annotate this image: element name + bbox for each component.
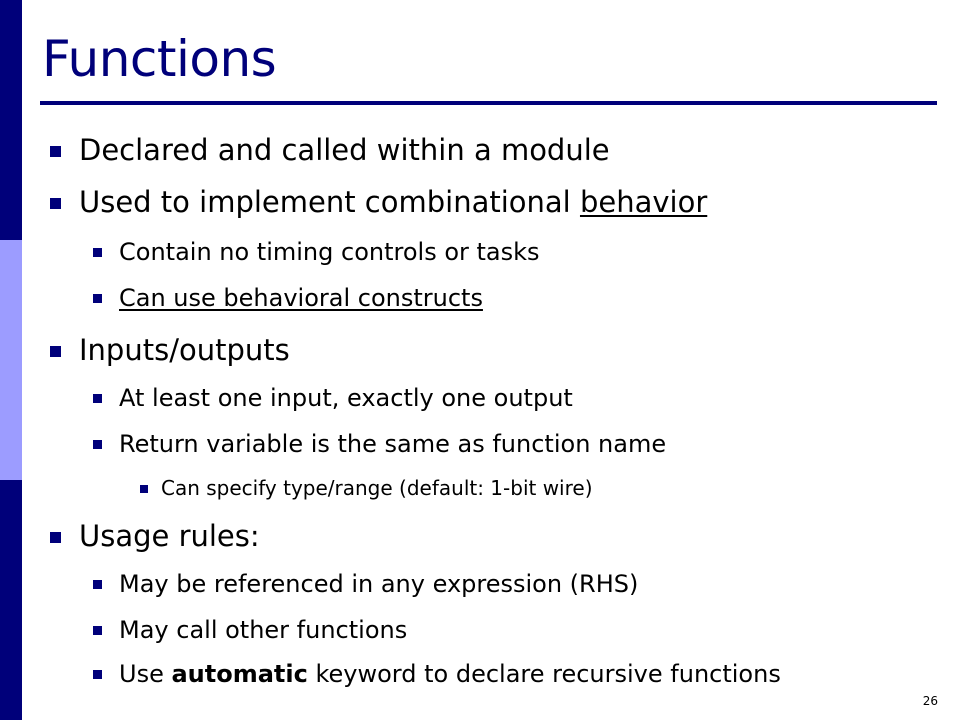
- automatic-keyword: automatic: [171, 660, 308, 688]
- bullet-behavioral-constructs: [119, 286, 483, 310]
- bullet-text: Declared and called within a module: [79, 133, 610, 167]
- bullet-type-range: [161, 478, 593, 498]
- bullet-text: Inputs/outputs: [79, 333, 290, 367]
- bullet-text: Usage rules:: [79, 519, 260, 553]
- square-bullet-icon: [50, 198, 61, 209]
- square-bullet-icon: [93, 440, 102, 449]
- bullet-referenced-rhs: [119, 572, 638, 596]
- square-bullet-icon: [93, 294, 102, 303]
- bullet-text: Used to implement combinational: [79, 185, 580, 219]
- bullet-text: May be referenced in any expression (RHS): [119, 570, 639, 598]
- square-bullet-icon: [50, 146, 61, 157]
- bullet-text: At least one input, exactly one output: [119, 384, 573, 412]
- page-number: 26: [922, 694, 938, 708]
- bullet-text: Return variable is the same as function name: [119, 430, 667, 458]
- bullet-text-suffix: keyword to declare recursive functions: [307, 660, 781, 688]
- bullet-text: Can specify type/range (default: 1-bit wire): [161, 476, 593, 500]
- bullet-usage-rules: [79, 519, 260, 553]
- square-bullet-icon: [50, 346, 61, 357]
- bullet-declared: [79, 133, 610, 167]
- square-bullet-icon: [93, 580, 102, 589]
- bullet-text: May call other functions: [119, 616, 408, 644]
- bullet-text: Contain no timing controls or tasks: [119, 238, 540, 266]
- square-bullet-icon: [140, 485, 148, 493]
- square-bullet-icon: [93, 626, 102, 635]
- sidebar-stripe-top: [0, 0, 22, 240]
- bullet-return-variable: [119, 432, 666, 456]
- bullet-combinational: [79, 185, 708, 219]
- bullet-no-timing: [119, 240, 540, 264]
- square-bullet-icon: [93, 670, 102, 679]
- sidebar-stripe-middle: [0, 240, 22, 480]
- slide-title: Functions: [42, 30, 277, 88]
- square-bullet-icon: [93, 394, 102, 403]
- behavioral-constructs-link[interactable]: Can use behavioral constructs: [119, 284, 483, 312]
- square-bullet-icon: [93, 248, 102, 257]
- behavior-link[interactable]: behavior: [579, 185, 708, 219]
- bullet-one-input: [119, 386, 573, 410]
- bullet-text: Use: [119, 660, 172, 688]
- title-underline: [40, 101, 937, 105]
- bullet-inputs-outputs: [79, 333, 290, 367]
- bullet-automatic-keyword: [119, 662, 781, 686]
- sidebar-stripe-bottom: [0, 480, 22, 720]
- bullet-call-other: [119, 618, 407, 642]
- square-bullet-icon: [50, 532, 61, 543]
